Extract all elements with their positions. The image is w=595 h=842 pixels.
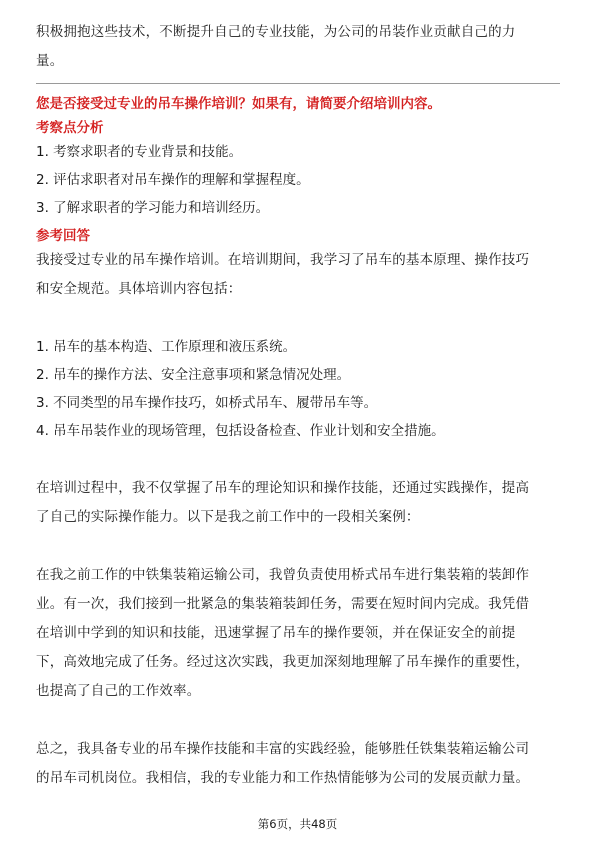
text-line: 的吊车司机岗位。我相信，我的专业能力和工作热情能够为公司的发展贡献力量。 (36, 770, 530, 786)
answer-paragraph-3 (36, 561, 560, 706)
answer-paragraph-2 (36, 474, 560, 532)
list-item: 2. 吊车的操作方法、安全注意事项和紧急情况处理。 (36, 367, 351, 383)
analysis-heading: 考察点分析 (36, 120, 104, 136)
list-item: 3. 了解求职者的学习能力和培训经历。 (36, 200, 270, 216)
training-content-list (36, 333, 560, 445)
page-footer: 第6页，共48页 (257, 817, 338, 831)
list-item: 1. 吊车的基本构造、工作原理和液压系统。 (36, 339, 297, 355)
answer-heading: 参考回答 (36, 228, 90, 244)
answer-paragraph-1 (36, 246, 560, 304)
text-line: 和安全规范。具体培训内容包括： (36, 281, 242, 297)
interview-question: 您是否接受过专业的吊车操作培训？如果有，请简要介绍培训内容。 (36, 96, 441, 112)
text-line: 下，高效地完成了任务。经过这次实践，我更加深刻地理解了吊车操作的重要性， (36, 654, 530, 670)
blank-line (36, 445, 560, 474)
list-item: 1. 考察求职者的专业背景和技能。 (36, 144, 243, 160)
text-line: 业。有一次，我们接到一批紧急的集装箱装卸任务，需要在短时间内完成。我凭借 (36, 596, 530, 612)
list-item: 2. 评估求职者对吊车操作的理解和掌握程度。 (36, 172, 310, 188)
text-line: 在培训中学到的知识和技能，迅速掌握了吊车的操作要领，并在保证安全的前提 (36, 625, 516, 641)
text-line: 在培训过程中，我不仅掌握了吊车的理论知识和操作技能，还通过实践操作，提高 (36, 480, 530, 496)
answer-paragraph-4 (36, 735, 560, 793)
blank-line (36, 304, 560, 333)
analysis-list (36, 138, 560, 222)
text-line: 了自己的实际操作能力。以下是我之前工作中的一段相关案例： (36, 509, 420, 525)
blank-line (36, 706, 560, 735)
section-divider (36, 83, 560, 84)
text-line: 也提高了自己的工作效率。 (36, 683, 201, 699)
list-item: 3. 不同类型的吊车操作技巧，如桥式吊车、履带吊车等。 (36, 395, 378, 411)
text-line: 我接受过专业的吊车操作培训。在培训期间，我学习了吊车的基本原理、操作技巧 (36, 252, 530, 268)
text-line: 积极拥抱这些技术，不断提升自己的专业技能，为公司的吊装作业贡献自己的力 (36, 24, 516, 40)
text-line: 量。 (36, 53, 64, 69)
intro-tail-paragraph (36, 18, 560, 76)
text-line: 在我之前工作的中铁集装箱运输公司，我曾负责使用桥式吊车进行集装箱的装卸作 (36, 567, 530, 583)
blank-line (36, 532, 560, 561)
list-item: 4. 吊车吊装作业的现场管理，包括设备检查、作业计划和安全措施。 (36, 423, 445, 439)
page-content (36, 18, 560, 793)
text-line: 总之，我具备专业的吊车操作技能和丰富的实践经验，能够胜任铁集装箱运输公司 (36, 741, 530, 757)
